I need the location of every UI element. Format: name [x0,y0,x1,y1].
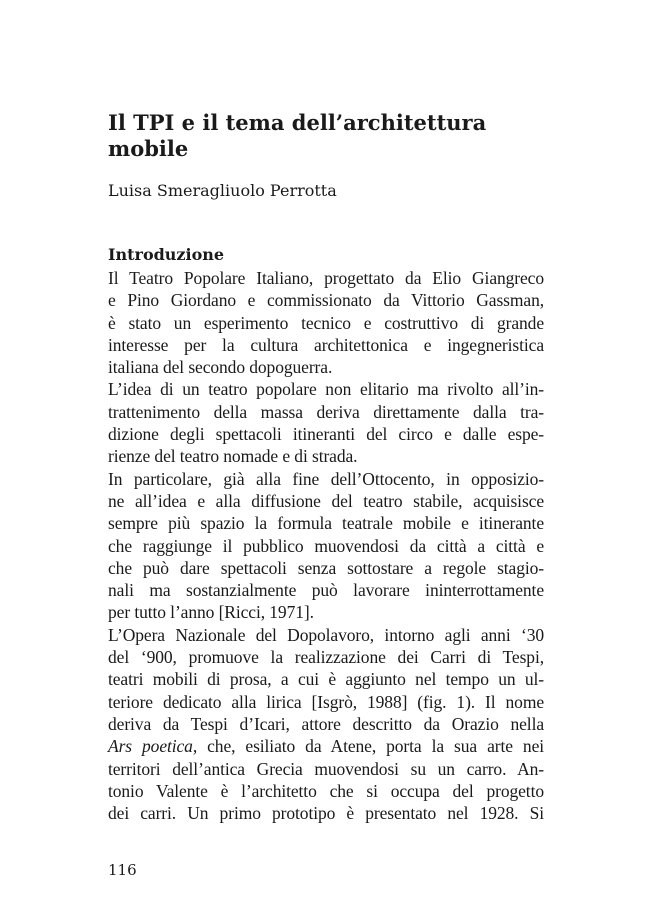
body-text [108,267,544,824]
article-author: Luisa Smeragliuolo Perrotta [108,181,337,200]
body-line: territori dell’antica Grecia muovendosi su un carro. An- [108,758,544,779]
body-line: ne all’idea e alla diffusione del teatro stabile, acquisisce [108,490,544,511]
body-line: teatri mobili di prosa, a cui è aggiunto nel tempo un ul- [108,669,544,690]
body-line: dizione degli spettacoli itineranti del circo e dalle espe- [108,424,544,445]
body-line: e Pino Giordano e commissionato da Vittorio Gassman, [108,290,544,311]
body-line: nali ma sostanzialmente può lavorare ininterrottamente [108,580,544,601]
article-title [108,110,544,162]
section-heading: Introduzione [108,245,225,264]
body-line: In particolare, già alla fine dell’Ottocento, in opposizio- [108,468,544,489]
body-line: trattenimento della massa deriva direttamente dalla tra- [108,401,544,422]
body-line: Il Teatro Popolare Italiano, progettato da Elio Giangreco [108,268,544,288]
body-line: italiana del secondo dopoguerra. [108,357,333,378]
body-line: tonio Valente è l’architetto che si occupa del progetto [108,780,544,801]
body-line: deriva da Tespi d’Icari, attore descritto da Orazio nella [108,713,544,734]
body-line: dei carri. Un primo prototipo è presentato nel 1928. Si [108,803,544,824]
body-line: interesse per la cultura architettonica e ingegneristica [108,334,544,355]
body-line: che raggiunge il pubblico muovendosi da città a città e [108,535,544,556]
article-title-line-1: Il TPI e il tema dell’architettura [108,110,487,135]
body-line: rienze del teatro nomade e di strada. [108,446,358,467]
body-line: per tutto l’anno [Ricci, 1971]. [108,602,314,623]
body-line: L’idea di un teatro popolare non elitario ma rivolto all’in- [108,379,544,400]
body-line: sempre più spazio la formula teatrale mobile e itinerante [108,513,544,534]
book-title-italic: Ars poetica [108,736,193,757]
body-line: teriore dedicato alla lirica [Isgrò, 1988] (fig. 1). Il nome [108,691,544,712]
body-line: è stato un esperimento tecnico e costruttivo di grande [108,312,544,333]
body-line: del ‘900, promuove la realizzazione dei Carri di Tespi, [108,647,544,668]
body-line-italic: Ars poetica, che, esiliato da Atene, porta la sua arte nei [108,736,544,757]
body-line: L’Opera Nazionale del Dopolavoro, intorno agli anni ‘30 [108,624,544,645]
article-title-line-2: mobile [108,136,189,161]
page-number: 116 [108,861,137,879]
body-line: che può dare spettacoli senza sottostare a regole stagio- [108,557,544,578]
